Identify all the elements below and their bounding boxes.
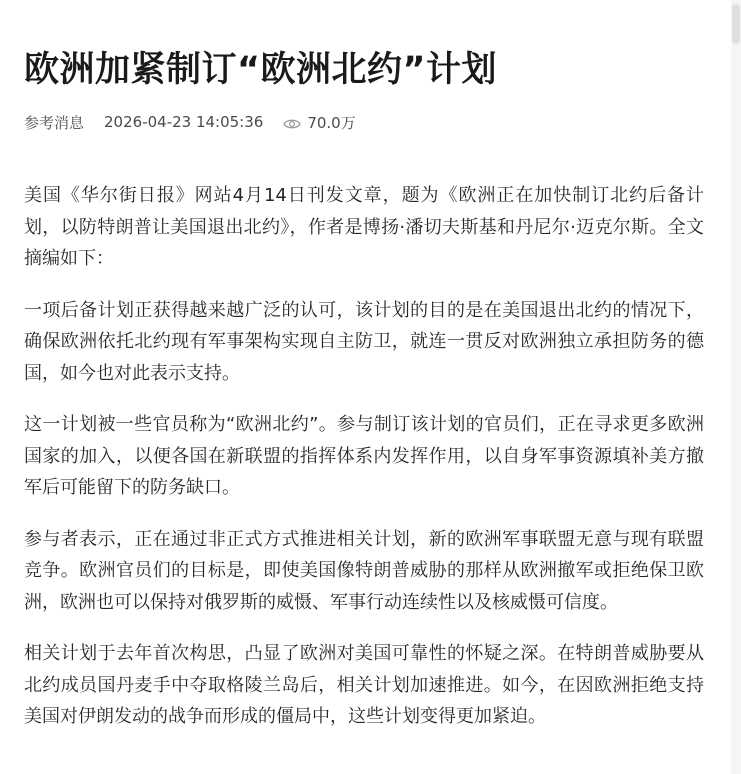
view-count bbox=[283, 112, 355, 133]
article-body bbox=[24, 180, 704, 733]
view-count-value: 70.0万 bbox=[307, 113, 356, 132]
article-datetime: 2026-04-23 14:05:36 bbox=[104, 113, 264, 131]
scrollbar[interactable] bbox=[731, 0, 741, 774]
scrollbar-thumb[interactable] bbox=[732, 4, 740, 44]
article-paragraph: 参与者表示，正在通过非正式方式推进相关计划，新的欧洲军事联盟无意与现有联盟竞争。欧洲官员们的目标是，即使美国像特朗普威胁的那样从欧洲撤军或拒绝保卫欧洲，欧洲也可以保持对俄罗斯的威慑、军事行动连续性以及核威慑可信度。 bbox=[24, 528, 704, 613]
article-title: 欧洲加紧制订“欧洲北约”计划 bbox=[24, 50, 498, 90]
article-paragraph: 相关计划于去年首次构思，凸显了欧洲对美国可靠性的怀疑之深。在特朗普威胁要从北约成员国丹麦手中夺取格陵兰岛后，相关计划加速推进。如今，在因欧洲拒绝支持美国对伊朗发动的战争而形成的僵局中，这些计划变得更加紧迫。 bbox=[24, 643, 704, 727]
article-paragraph: 一项后备计划正获得越来越广泛的认可，该计划的目的是在美国退出北约的情况下，确保欧洲依托北约现有军事架构实现自主防卫，就连一贯反对欧洲独立承担防务的德国，如今也对此表示支持。 bbox=[24, 299, 704, 384]
eye-icon bbox=[283, 116, 301, 128]
article-paragraph: 美国《华尔街日报》网站4月14日刊发文章，题为《欧洲正在加快制订北约后备计划，以防特朗普让美国退出北约》，作者是博扬·潘切夫斯基和丹尼尔·迈克尔斯。全文摘编如下： bbox=[24, 185, 704, 269]
article-meta bbox=[24, 110, 704, 134]
article bbox=[24, 0, 704, 753]
article-source[interactable]: 参考消息 bbox=[24, 113, 85, 132]
article-paragraph: 这一计划被一些官员称为“欧洲北约”。参与制订该计划的官员们，正在寻求更多欧洲国家的加入，以便各国在新联盟的指挥体系内发挥作用，以自身军事资源填补美方撤军后可能留下的防务缺口。 bbox=[24, 414, 704, 498]
